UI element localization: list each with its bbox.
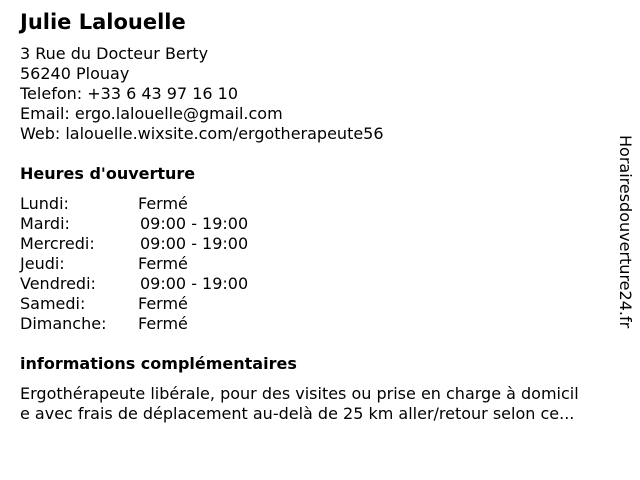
day-hours: Fermé	[138, 194, 188, 213]
day-hours: 09:00 - 19:00	[140, 234, 249, 253]
website-link: Web: lalouelle.wixsite.com/ergotherapeute56	[20, 124, 384, 143]
day-hours: Fermé	[138, 254, 188, 273]
day-hours: Fermé	[138, 314, 188, 333]
additional-info-heading: informations complémentaires	[20, 354, 297, 373]
day-label: Mercredi:	[20, 234, 95, 253]
day-hours: Fermé	[138, 294, 188, 313]
day-label: Vendredi:	[20, 274, 96, 293]
address-city: 56240 Plouay	[20, 64, 130, 83]
day-label: Samedi:	[20, 294, 86, 313]
day-label: Jeudi:	[20, 254, 65, 273]
day-label: Lundi:	[20, 194, 69, 213]
day-label: Mardi:	[20, 214, 70, 233]
day-label: Dimanche:	[20, 314, 107, 333]
contact-block	[20, 44, 384, 144]
info-line: Ergothérapeute libérale, pour des visites ou prise en charge à domicil	[20, 384, 579, 403]
phone-number: Telefon: +33 6 43 97 16 10	[20, 84, 239, 103]
email-address: Email: ergo.lalouelle@gmail.com	[20, 104, 283, 123]
address-street: 3 Rue du Docteur Berty	[20, 44, 209, 63]
opening-hours-heading: Heures d'ouverture	[20, 164, 196, 183]
business-name: Julie Lalouelle	[20, 10, 186, 34]
day-hours: 09:00 - 19:00	[140, 214, 249, 233]
site-watermark: Horairesdouverture24.fr	[616, 135, 635, 329]
day-hours: 09:00 - 19:00	[140, 274, 249, 293]
info-line: e avec frais de déplacement au-delà de 25 km aller/retour selon ce...	[20, 404, 575, 423]
additional-info-text	[20, 384, 630, 424]
